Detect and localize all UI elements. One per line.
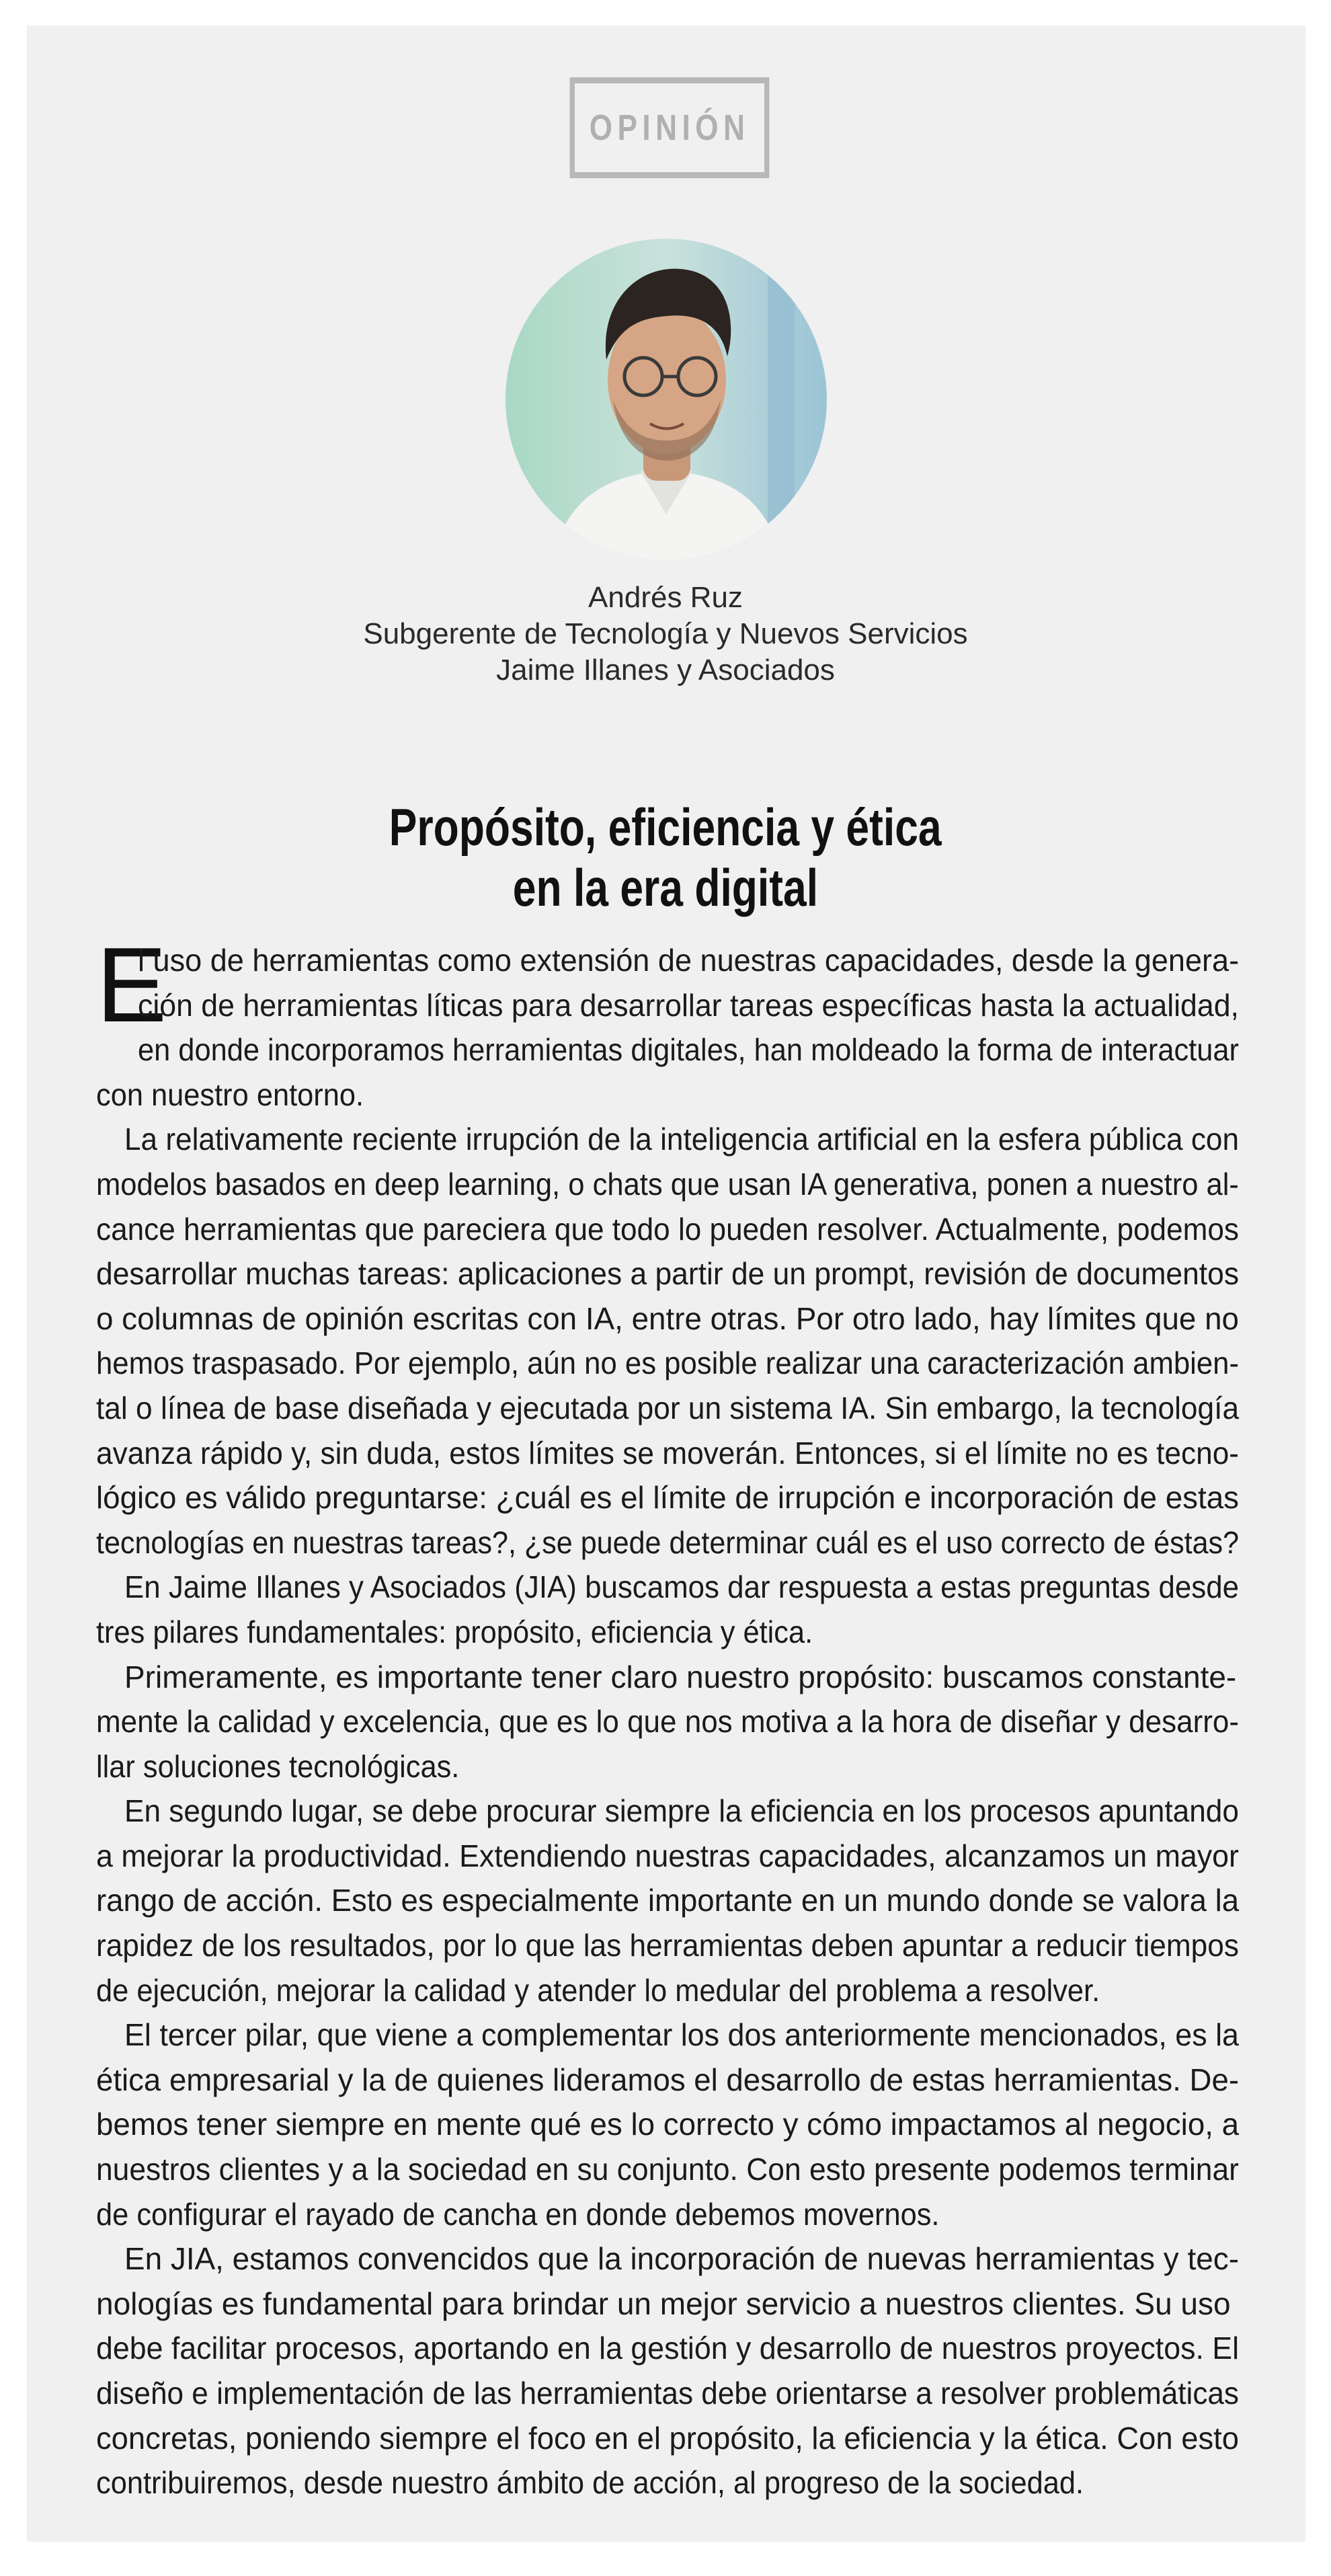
article-line: mente la calidad y excelencia, que es lo que nos motiva a la hora de diseñar y desarro-	[96, 1704, 1240, 1740]
article-line: tal o línea de base diseñada y ejecutada por un sistema IA. Sin embargo, la tecnología	[96, 1390, 1240, 1426]
article-line: en donde incorporamos herramientas digitales, han moldeado la forma de interactuar	[137, 1032, 1239, 1068]
article-title-line-1: Propósito, eficiencia y ética	[389, 797, 942, 857]
article-line: El tercer pilar, que viene a complementar los dos anteriormente mencionados, es la	[124, 2017, 1239, 2053]
article-line: bemos tener siempre en mente qué es lo correcto y cómo impactamos al negocio, a	[96, 2107, 1240, 2142]
article-line: debe facilitar procesos, aportando en la gestión y desarrollo de nuestros proyectos. El	[96, 2331, 1240, 2366]
article-line: lógico es válido preguntarse: ¿cuál es el límite de irrupción e incorporación de estas	[96, 1480, 1239, 1516]
drop-cap: E	[96, 926, 167, 1044]
article-line: rapidez de los resultados, por lo que las herramientas deben apuntar a reducir tiempos	[96, 1928, 1239, 1963]
article-line: rango de acción. Esto es especialmente importante en un mundo donde se valora la	[96, 1883, 1240, 1918]
article-line: a mejorar la productividad. Extendiendo nuestras capacidades, alcanzamos un mayor	[96, 1838, 1239, 1873]
author-byline	[0, 580, 1331, 689]
article-line: ción de herramientas líticas para desarrollar tareas específicas hasta la actualidad,	[137, 987, 1239, 1023]
article-body	[96, 926, 1240, 2505]
article-line: de configurar el rayado de cancha en donde debemos movernos.	[96, 2196, 940, 2232]
article-line: tecnologías en nuestras tareas?, ¿se puede determinar cuál es el uso correcto de éstas?	[96, 1524, 1240, 1560]
article-line: nologías es fundamental para brindar un mejor servicio a nuestros clientes. Su uso	[96, 2286, 1231, 2321]
author-portrait-icon	[506, 239, 827, 560]
author-company: Jaime Illanes y Asociados	[496, 654, 835, 687]
author-role: Subgerente de Tecnología y Nuevos Servicios	[363, 617, 968, 650]
article-line: contribuiremos, desde nuestro ámbito de acción, al progreso de la sociedad.	[96, 2465, 1084, 2501]
article-line: avanza rápido y, sin duda, estos límites se moverán. Entonces, si el límite no es tecno-	[96, 1435, 1240, 1471]
article-title	[0, 797, 1331, 918]
article-line: desarrollar muchas tareas: aplicaciones a partir de un prompt, revisión de documentos	[96, 1256, 1240, 1292]
article-line: concretas, poniendo siempre el foco en el propósito, la eficiencia y la ética. Con esto	[96, 2420, 1239, 2456]
article-line: l uso de herramientas como extensión de nuestras capacidades, desde la genera-	[137, 943, 1240, 978]
article-title-line-2: en la era digital	[512, 858, 819, 917]
article-line: hemos traspasado. Por ejemplo, aún no es posible realizar una caracterización ambien-	[96, 1345, 1240, 1381]
article-line: de ejecución, mejorar la calidad y atender lo medular del problema a resolver.	[96, 1972, 1100, 2008]
section-label: OPINIÓN	[570, 77, 770, 178]
article-line: modelos basados en deep learning, o chats que usan IA generativa, ponen a nuestro al-	[96, 1166, 1239, 1202]
article-line: En segundo lugar, se debe procurar siempre la eficiencia en los procesos apuntando	[124, 1793, 1239, 1829]
article-line: nuestros clientes y a la sociedad en su conjunto. Con esto presente podemos terminar	[96, 2152, 1239, 2187]
article-line: En JIA, estamos convencidos que la incorporación de nuevas herramientas y tec-	[124, 2241, 1240, 2277]
author-avatar	[506, 239, 827, 560]
author-name: Andrés Ruz	[588, 581, 743, 614]
article-line: En Jaime Illanes y Asociados (JIA) buscamos dar respuesta a estas preguntas desde	[124, 1569, 1240, 1605]
article-line: o columnas de opinión escritas con IA, entre otras. Por otro lado, hay límites que no	[96, 1300, 1240, 1336]
article-line: Primeramente, es importante tener claro nuestro propósito: buscamos constante-	[124, 1659, 1237, 1694]
article-line: La relativamente reciente irrupción de la inteligencia artificial en la esfera pública con	[124, 1122, 1240, 1157]
article-line: tres pilares fundamentales: propósito, eficiencia y ética.	[96, 1614, 813, 1649]
article-line: cance herramientas que pareciera que todo lo pueden resolver. Actualmente, podemos	[96, 1211, 1239, 1247]
article-line: diseño e implementación de las herramientas debe orientarse a resolver problemáticas	[96, 2376, 1240, 2411]
article-line: ética empresarial y la de quienes lideramos el desarrollo de estas herramientas. De-	[96, 2062, 1240, 2097]
article-line: llar soluciones tecnológicas.	[96, 1748, 460, 1784]
article-line: con nuestro entorno.	[96, 1077, 364, 1112]
